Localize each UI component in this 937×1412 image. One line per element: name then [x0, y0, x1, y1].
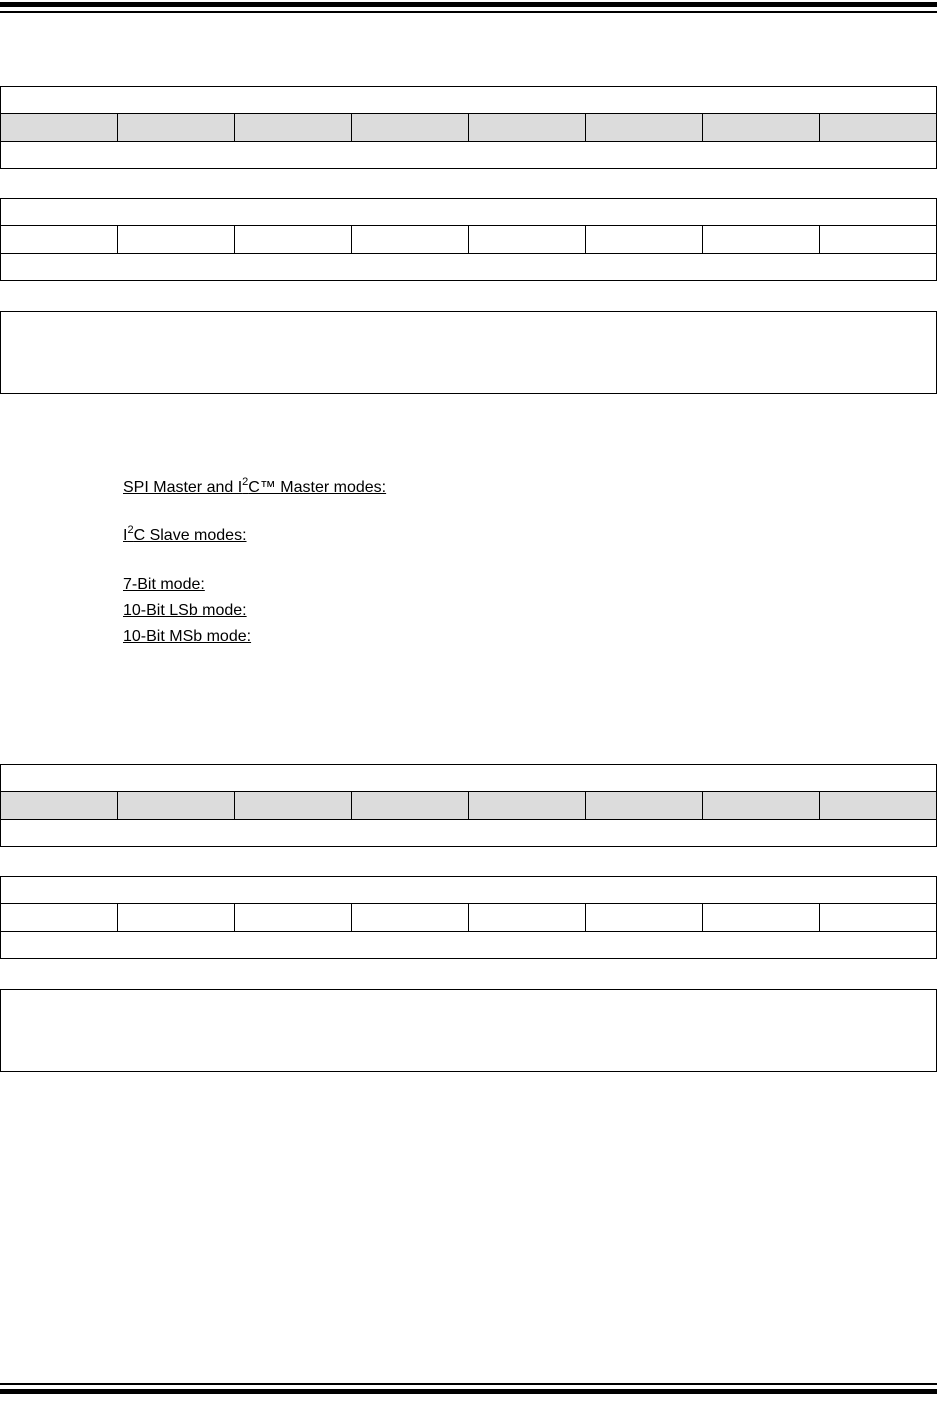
register-title-row [1, 765, 936, 792]
header-rule-thick [0, 2, 937, 7]
bit-cell [235, 904, 352, 931]
bit-cell [1, 226, 118, 253]
register-table-2-low [0, 876, 937, 959]
bit-cell [352, 904, 469, 931]
bit-cell [820, 226, 936, 253]
i2c-slave-modes-label: $I^2C$ Slave modes: [123, 524, 247, 544]
footer-rule-thin [0, 1383, 937, 1385]
bit-cell [469, 904, 586, 931]
register-bit-attributes-row [1, 114, 936, 142]
bit-cell [352, 792, 469, 819]
register-title-row [1, 199, 936, 226]
bit-cell [586, 904, 703, 931]
register-bit-names-row [1, 142, 936, 168]
seven-bit-mode-label: 7-Bit mode: [123, 576, 205, 593]
bit-cell [586, 792, 703, 819]
bit-cell [118, 114, 235, 141]
register-table-1-low [0, 198, 937, 281]
register-title-row [1, 877, 936, 904]
header-rule-thin [0, 11, 937, 13]
bit-cell [703, 114, 820, 141]
ten-bit-lsb-mode-label: 10-Bit LSb mode: [123, 602, 247, 619]
ten-bit-msb-mode-label: 10-Bit MSb mode: [123, 628, 252, 645]
bit-cell [469, 792, 586, 819]
bit-cell [1, 792, 118, 819]
bit-cell [820, 904, 936, 931]
register-table-2-high [0, 764, 937, 847]
register-table-1-high [0, 86, 937, 169]
bit-cell [1, 904, 118, 931]
register-bit-names-row [1, 932, 936, 958]
footer-rule-thick [0, 1389, 937, 1394]
register-bit-names-row [1, 820, 936, 846]
register-bit-attributes-row [1, 226, 936, 254]
register-bit-attributes-row [1, 792, 936, 820]
bit-cell [820, 114, 936, 141]
bit-cell [820, 792, 936, 819]
bit-cell [586, 114, 703, 141]
bit-cell [352, 114, 469, 141]
bit-cell [118, 904, 235, 931]
bit-cell [118, 792, 235, 819]
bit-cell [703, 226, 820, 253]
register-bit-names-row [1, 254, 936, 280]
bit-cell [235, 114, 352, 141]
bit-cell [118, 226, 235, 253]
spi-i2c-master-modes-label: SPI Master and $I^2C™$ Master modes: [123, 476, 387, 496]
register-title-row [1, 87, 936, 114]
register-bit-attributes-row [1, 904, 936, 932]
bit-cell [352, 226, 469, 253]
bit-cell [703, 904, 820, 931]
bit-cell [469, 226, 586, 253]
bit-cell [469, 114, 586, 141]
bit-cell [235, 792, 352, 819]
legend-box-2 [0, 989, 937, 1072]
bit-cell [1, 114, 118, 141]
bit-cell [703, 792, 820, 819]
bit-cell [235, 226, 352, 253]
bit-cell [586, 226, 703, 253]
legend-box-1 [0, 311, 937, 394]
